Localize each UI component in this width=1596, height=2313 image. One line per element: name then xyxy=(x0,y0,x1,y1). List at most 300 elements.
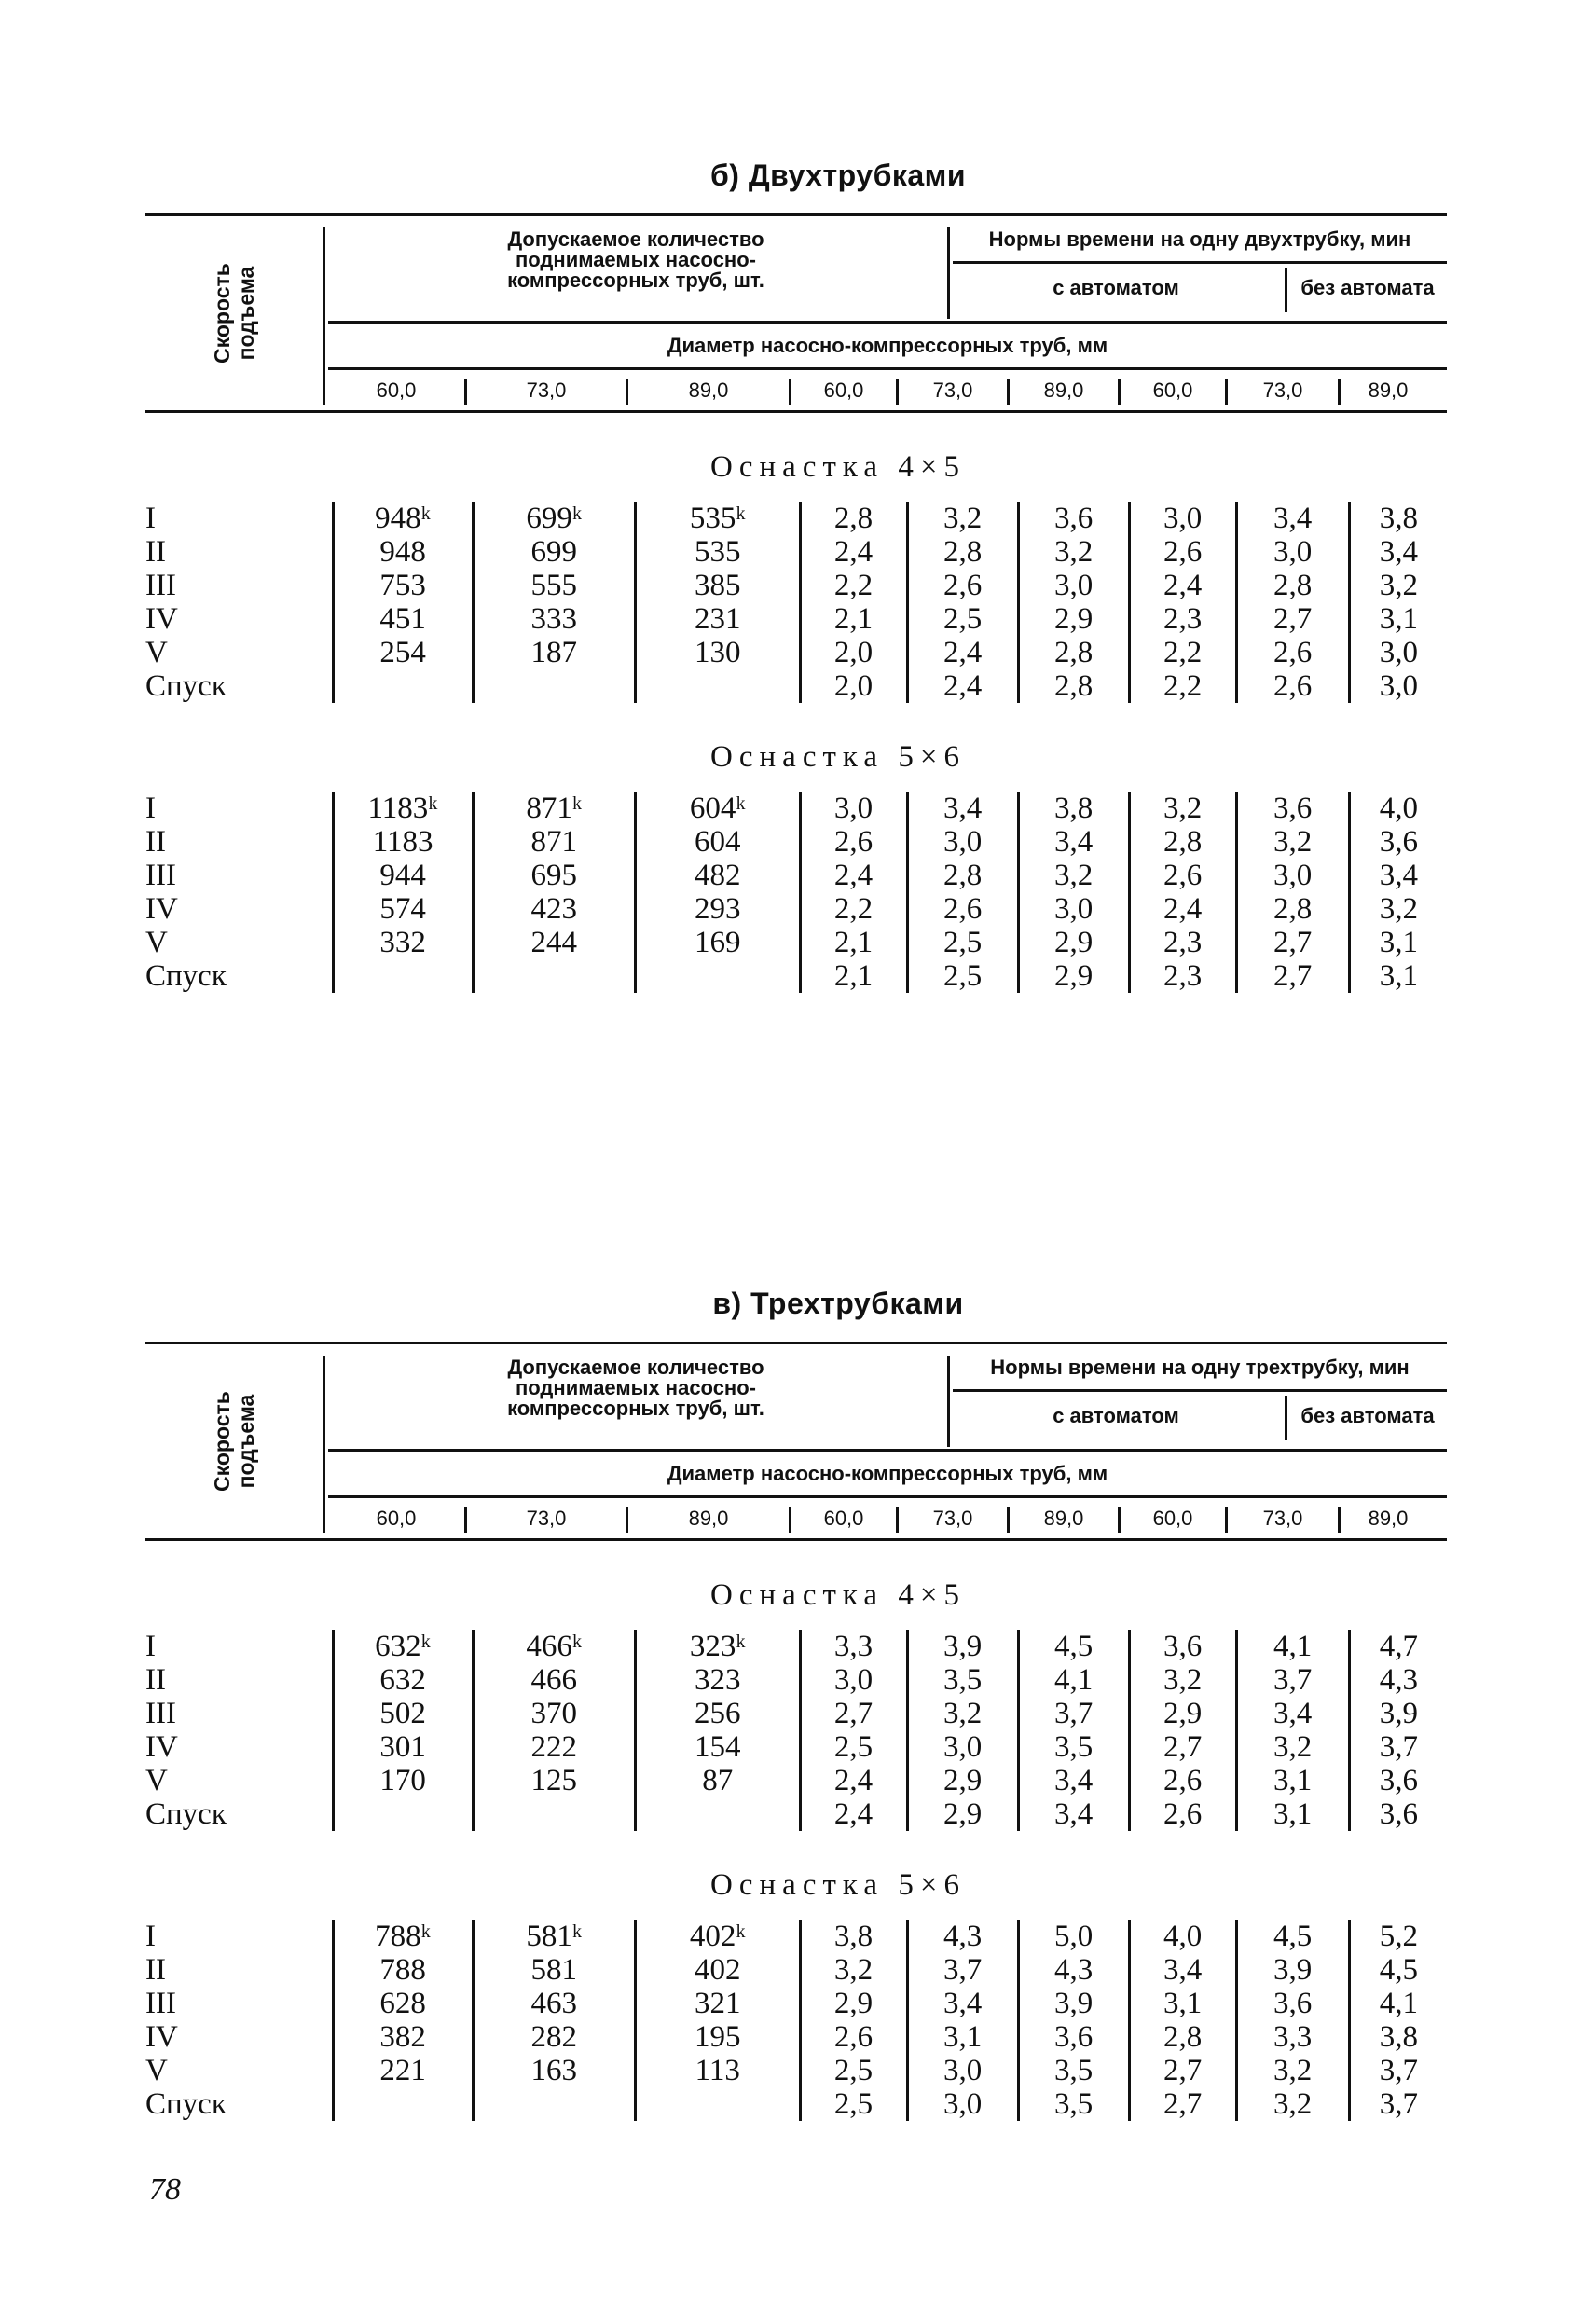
time-norm-cell: 3,0 xyxy=(800,1663,907,1697)
time-norm-cell: 2,8 xyxy=(1236,892,1349,926)
time-norm-cell: 2,5 xyxy=(800,2087,907,2121)
rigging-title: Оснастка 4×5 xyxy=(710,450,966,484)
time-norm-cell: 2,0 xyxy=(800,636,907,669)
time-norm-cell: 3,2 xyxy=(1129,792,1236,825)
allowed-count-cell xyxy=(473,1797,635,1831)
speed-label: III xyxy=(145,859,176,892)
allowed-count-cell: 581ᵏ xyxy=(473,1920,635,1953)
allowed-count-cell: 628 xyxy=(333,1987,473,2020)
allowed-count-cell: 466 xyxy=(473,1663,635,1697)
time-norm-cell: 3,0 xyxy=(1129,502,1236,535)
time-norm-cell: 4,3 xyxy=(1018,1953,1129,1987)
table-row xyxy=(145,636,1447,669)
allowed-count-cell: 402ᵏ xyxy=(636,1920,801,1953)
data-table xyxy=(145,1630,1447,1831)
allowed-count-header: Допускаемое количество поднимаемых насосно- компрессорных труб, шт. xyxy=(507,1356,764,1420)
time-norm-cell: 3,4 xyxy=(1236,1697,1349,1730)
diameter-cell: 89,0 xyxy=(626,379,789,405)
time-norm-cell: 2,4 xyxy=(1129,892,1236,926)
speed-label: II xyxy=(145,1953,166,1987)
allowed-count-cell: 604 xyxy=(636,825,801,859)
allowed-count-cell xyxy=(473,2087,635,2121)
time-norm-cell: 3,6 xyxy=(1018,502,1129,535)
diameter-cell: 73,0 xyxy=(464,1507,626,1533)
time-norm-cell: 2,8 xyxy=(800,502,907,535)
data-table xyxy=(145,792,1447,993)
diameter-cell: 60,0 xyxy=(376,379,417,402)
time-norm-cell: 4,1 xyxy=(1349,1987,1447,2020)
allowed-count-cell: 574 xyxy=(333,892,473,926)
time-norm-cell: 3,0 xyxy=(1018,569,1129,602)
time-norm-cell: 5,0 xyxy=(1018,1920,1129,1953)
time-norm-cell: 2,9 xyxy=(907,1764,1018,1797)
time-norm-cell: 2,3 xyxy=(1129,602,1236,636)
time-norm-cell: 2,7 xyxy=(1236,602,1349,636)
table-row xyxy=(145,892,1447,926)
table-row xyxy=(145,1920,1447,1953)
allowed-count-cell: 125 xyxy=(473,1764,635,1797)
diameter-cell: 89,0 xyxy=(626,1507,789,1533)
allowed-count-cell: 502 xyxy=(333,1697,473,1730)
allowed-count-cell: 113 xyxy=(636,2054,801,2087)
without-auto-header: без автомата xyxy=(1300,1404,1435,1427)
time-norm-cell: 3,2 xyxy=(907,1697,1018,1730)
data-table xyxy=(145,502,1447,703)
time-norm-cell: 3,1 xyxy=(1236,1797,1349,1831)
table-row xyxy=(145,1730,1447,1764)
time-norm-cell: 3,2 xyxy=(1236,2087,1349,2121)
time-norm-cell: 2,9 xyxy=(907,1797,1018,1831)
time-norm-cell: 2,4 xyxy=(800,535,907,569)
time-norm-cell: 2,4 xyxy=(800,1797,907,1831)
allowed-count-cell: 321 xyxy=(636,1987,801,2020)
speed-label: III xyxy=(145,569,176,602)
allowed-count-cell xyxy=(333,1797,473,1831)
time-norm-cell: 3,7 xyxy=(1236,1663,1349,1697)
time-norm-cell: 3,0 xyxy=(907,825,1018,859)
time-norm-cell: 3,1 xyxy=(1129,1987,1236,2020)
allowed-count-cell: 423 xyxy=(473,892,635,926)
allowed-count-cell: 753 xyxy=(333,569,473,602)
allowed-count-cell: 256 xyxy=(636,1697,801,1730)
allowed-count-cell: 948 xyxy=(333,535,473,569)
allowed-count-cell: 169 xyxy=(636,926,801,959)
speed-label: IV xyxy=(145,892,178,926)
time-norm-cell: 3,1 xyxy=(907,2020,1018,2054)
allowed-count-cell: 555 xyxy=(473,569,635,602)
allowed-count-cell: 581 xyxy=(473,1953,635,1987)
time-norm-cell: 2,2 xyxy=(800,569,907,602)
table-row xyxy=(145,1697,1447,1730)
speed-header: Скорость подъема xyxy=(210,1391,258,1492)
time-norm-cell: 3,5 xyxy=(1018,2054,1129,2087)
norms-header: Нормы времени на одну двухтрубку, мин xyxy=(988,227,1411,251)
table-row xyxy=(145,602,1447,636)
allowed-count-cell: 451 xyxy=(333,602,473,636)
time-norm-cell: 3,6 xyxy=(1349,825,1447,859)
time-norm-cell: 3,1 xyxy=(1349,926,1447,959)
speed-label: Спуск xyxy=(145,2087,227,2121)
time-norm-cell: 2,6 xyxy=(907,892,1018,926)
allowed-count-cell xyxy=(636,959,801,993)
allowed-count-cell: 1183ᵏ xyxy=(333,792,473,825)
allowed-count-cell: 154 xyxy=(636,1730,801,1764)
time-norm-cell: 4,5 xyxy=(1018,1630,1129,1663)
time-norm-cell: 3,1 xyxy=(1349,959,1447,993)
allowed-count-cell: 301 xyxy=(333,1730,473,1764)
time-norm-cell: 4,1 xyxy=(1018,1663,1129,1697)
allowed-count-cell: 463 xyxy=(473,1987,635,2020)
with-auto-header: с автоматом xyxy=(1053,1404,1179,1427)
rigging-title: Оснастка 5×6 xyxy=(710,1868,966,1902)
table-row xyxy=(145,1987,1447,2020)
speed-label: I xyxy=(145,1920,156,1953)
time-norm-cell: 3,7 xyxy=(1349,2087,1447,2121)
allowed-count-cell xyxy=(636,669,801,703)
page-number: 78 xyxy=(149,2172,181,2207)
speed-label: II xyxy=(145,535,166,569)
time-norm-cell: 4,7 xyxy=(1349,1630,1447,1663)
allowed-count-cell: 871ᵏ xyxy=(473,792,635,825)
time-norm-cell: 2,9 xyxy=(1129,1697,1236,1730)
time-norm-cell: 3,7 xyxy=(1018,1697,1129,1730)
table-row xyxy=(145,1663,1447,1697)
time-norm-cell: 2,1 xyxy=(800,926,907,959)
allowed-count-cell: 163 xyxy=(473,2054,635,2087)
time-norm-cell: 3,5 xyxy=(1018,1730,1129,1764)
diameter-cell: 73,0 xyxy=(1225,379,1338,405)
table-row xyxy=(145,825,1447,859)
speed-label: Спуск xyxy=(145,959,227,993)
time-norm-cell: 3,5 xyxy=(907,1663,1018,1697)
speed-label: IV xyxy=(145,2020,178,2054)
time-norm-cell: 2,1 xyxy=(800,959,907,993)
speed-label: V xyxy=(145,636,168,669)
speed-label: II xyxy=(145,1663,166,1697)
time-norm-cell: 5,2 xyxy=(1349,1920,1447,1953)
time-norm-cell: 4,5 xyxy=(1349,1953,1447,1987)
allowed-count-cell: 187 xyxy=(473,636,635,669)
table-row xyxy=(145,2020,1447,2054)
time-norm-cell: 2,7 xyxy=(800,1697,907,1730)
allowed-count-cell: 254 xyxy=(333,636,473,669)
speed-label: V xyxy=(145,926,168,959)
time-norm-cell: 2,7 xyxy=(1129,2054,1236,2087)
time-norm-cell: 4,0 xyxy=(1129,1920,1236,1953)
time-norm-cell: 3,8 xyxy=(1018,792,1129,825)
allowed-count-cell: 382 xyxy=(333,2020,473,2054)
time-norm-cell: 3,5 xyxy=(1018,2087,1129,2121)
table-row xyxy=(145,1764,1447,1797)
diameter-row xyxy=(328,379,1447,405)
time-norm-cell: 2,8 xyxy=(1018,669,1129,703)
time-norm-cell: 2,3 xyxy=(1129,959,1236,993)
allowed-count-cell: 948ᵏ xyxy=(333,502,473,535)
time-norm-cell: 2,5 xyxy=(907,959,1018,993)
time-norm-cell: 2,7 xyxy=(1129,2087,1236,2121)
time-norm-cell: 3,2 xyxy=(1018,535,1129,569)
allowed-count-cell: 244 xyxy=(473,926,635,959)
allowed-count-cell: 1183 xyxy=(333,825,473,859)
groups-container xyxy=(145,450,1447,993)
time-norm-cell: 2,8 xyxy=(1236,569,1349,602)
time-norm-cell: 2,1 xyxy=(800,602,907,636)
time-norm-cell: 2,7 xyxy=(1236,959,1349,993)
allowed-count-cell xyxy=(333,2087,473,2121)
diameter-cell: 73,0 xyxy=(1225,1507,1338,1533)
time-norm-cell: 2,7 xyxy=(1236,926,1349,959)
time-norm-cell: 2,0 xyxy=(800,669,907,703)
diameter-cell: 89,0 xyxy=(1338,379,1436,405)
table-header xyxy=(145,213,1447,413)
speed-header: Скорость подъема xyxy=(210,263,258,364)
time-norm-cell: 3,0 xyxy=(907,2087,1018,2121)
allowed-count-cell: 535 xyxy=(636,535,801,569)
time-norm-cell: 3,4 xyxy=(907,1987,1018,2020)
time-norm-cell: 3,3 xyxy=(800,1630,907,1663)
time-norm-cell: 2,5 xyxy=(800,1730,907,1764)
time-norm-cell: 3,8 xyxy=(800,1920,907,1953)
diameter-cell: 89,0 xyxy=(1338,1507,1436,1533)
diameter-cell: 60,0 xyxy=(789,1507,896,1533)
time-norm-cell: 2,8 xyxy=(907,535,1018,569)
allowed-count-cell: 130 xyxy=(636,636,801,669)
allowed-count-cell: 466ᵏ xyxy=(473,1630,635,1663)
time-norm-cell: 3,8 xyxy=(1349,502,1447,535)
time-norm-cell: 3,1 xyxy=(1236,1764,1349,1797)
time-norm-cell: 2,5 xyxy=(907,926,1018,959)
time-norm-cell: 3,9 xyxy=(1018,1987,1129,2020)
time-norm-cell: 2,4 xyxy=(907,636,1018,669)
speed-label: II xyxy=(145,825,166,859)
time-norm-cell: 4,3 xyxy=(907,1920,1018,1953)
time-norm-cell: 2,6 xyxy=(1129,1764,1236,1797)
time-norm-cell: 2,6 xyxy=(907,569,1018,602)
section-two-pipe xyxy=(145,158,1447,993)
allowed-count-cell: 632ᵏ xyxy=(333,1630,473,1663)
time-norm-cell: 3,9 xyxy=(1349,1697,1447,1730)
allowed-count-cell: 699ᵏ xyxy=(473,502,635,535)
time-norm-cell: 3,9 xyxy=(907,1630,1018,1663)
allowed-count-cell: 195 xyxy=(636,2020,801,2054)
allowed-count-cell xyxy=(473,669,635,703)
allowed-count-cell: 695 xyxy=(473,859,635,892)
time-norm-cell: 3,9 xyxy=(1236,1953,1349,1987)
time-norm-cell: 3,4 xyxy=(1018,825,1129,859)
speed-label: Спуск xyxy=(145,669,227,703)
time-norm-cell: 3,0 xyxy=(1349,669,1447,703)
allowed-count-cell: 871 xyxy=(473,825,635,859)
time-norm-cell: 2,8 xyxy=(1129,2020,1236,2054)
speed-label: IV xyxy=(145,602,178,636)
allowed-count-cell: 788ᵏ xyxy=(333,1920,473,1953)
allowed-count-cell: 333 xyxy=(473,602,635,636)
table-row xyxy=(145,859,1447,892)
time-norm-cell: 2,6 xyxy=(1129,859,1236,892)
time-norm-cell: 3,0 xyxy=(907,2054,1018,2087)
time-norm-cell: 3,2 xyxy=(907,502,1018,535)
time-norm-cell: 3,2 xyxy=(800,1953,907,1987)
time-norm-cell: 3,6 xyxy=(1236,1987,1349,2020)
allowed-count-cell: 282 xyxy=(473,2020,635,2054)
time-norm-cell: 3,3 xyxy=(1236,2020,1349,2054)
time-norm-cell: 3,6 xyxy=(1236,792,1349,825)
allowed-count-cell: 370 xyxy=(473,1697,635,1730)
allowed-count-cell: 323 xyxy=(636,1663,801,1697)
speed-label: V xyxy=(145,1764,168,1797)
section-three-pipe xyxy=(145,1287,1447,2121)
section-title: б) Двухтрубками xyxy=(710,158,966,192)
time-norm-cell: 2,5 xyxy=(800,2054,907,2087)
time-norm-cell: 3,2 xyxy=(1018,859,1129,892)
time-norm-cell: 2,6 xyxy=(800,2020,907,2054)
time-norm-cell: 3,4 xyxy=(907,792,1018,825)
time-norm-cell: 2,4 xyxy=(907,669,1018,703)
diameter-header: Диаметр насосно-компрессорных труб, мм xyxy=(667,1462,1108,1485)
table-row xyxy=(145,1953,1447,1987)
time-norm-cell: 3,7 xyxy=(1349,2054,1447,2087)
table-row xyxy=(145,569,1447,602)
time-norm-cell: 2,6 xyxy=(1129,1797,1236,1831)
time-norm-cell: 2,9 xyxy=(1018,959,1129,993)
time-norm-cell: 4,3 xyxy=(1349,1663,1447,1697)
time-norm-cell: 2,4 xyxy=(800,1764,907,1797)
groups-container xyxy=(145,1578,1447,2121)
diameter-cell: 73,0 xyxy=(896,1507,1007,1533)
table-row xyxy=(145,1797,1447,1831)
speed-label: I xyxy=(145,1630,156,1663)
allowed-count-cell xyxy=(333,959,473,993)
time-norm-cell: 3,4 xyxy=(1349,859,1447,892)
time-norm-cell: 3,6 xyxy=(1349,1797,1447,1831)
time-norm-cell: 2,8 xyxy=(1018,636,1129,669)
time-norm-cell: 3,6 xyxy=(1129,1630,1236,1663)
time-norm-cell: 3,4 xyxy=(1018,1797,1129,1831)
allowed-count-cell xyxy=(636,2087,801,2121)
time-norm-cell: 3,4 xyxy=(1018,1764,1129,1797)
diameter-row xyxy=(328,1507,1447,1533)
table-row xyxy=(145,1630,1447,1663)
time-norm-cell: 2,4 xyxy=(800,859,907,892)
time-norm-cell: 2,7 xyxy=(1129,1730,1236,1764)
time-norm-cell: 2,3 xyxy=(1129,926,1236,959)
diameter-cell: 73,0 xyxy=(464,379,626,405)
allowed-count-cell: 699 xyxy=(473,535,635,569)
diameter-cell: 89,0 xyxy=(1007,1507,1118,1533)
time-norm-cell: 3,7 xyxy=(907,1953,1018,1987)
time-norm-cell: 3,2 xyxy=(1349,892,1447,926)
time-norm-cell: 3,4 xyxy=(1129,1953,1236,1987)
time-norm-cell: 2,6 xyxy=(1236,669,1349,703)
speed-label: III xyxy=(145,1697,176,1730)
table-row xyxy=(145,959,1447,993)
allowed-count-cell: 788 xyxy=(333,1953,473,1987)
allowed-count-cell: 482 xyxy=(636,859,801,892)
without-auto-header: без автомата xyxy=(1300,276,1435,299)
allowed-count-cell: 221 xyxy=(333,2054,473,2087)
speed-label: IV xyxy=(145,1730,178,1764)
speed-label: V xyxy=(145,2054,168,2087)
allowed-count-cell: 222 xyxy=(473,1730,635,1764)
norms-header: Нормы времени на одну трехтрубку, мин xyxy=(990,1356,1410,1379)
allowed-count-cell: 535ᵏ xyxy=(636,502,801,535)
allowed-count-cell: 87 xyxy=(636,1764,801,1797)
diameter-header: Диаметр насосно-компрессорных труб, мм xyxy=(667,334,1108,357)
time-norm-cell: 3,2 xyxy=(1236,825,1349,859)
diameter-cell: 73,0 xyxy=(896,379,1007,405)
time-norm-cell: 2,9 xyxy=(1018,602,1129,636)
time-norm-cell: 3,2 xyxy=(1236,1730,1349,1764)
time-norm-cell: 4,1 xyxy=(1236,1630,1349,1663)
allowed-count-cell xyxy=(636,1797,801,1831)
time-norm-cell: 3,2 xyxy=(1349,569,1447,602)
table-row xyxy=(145,535,1447,569)
time-norm-cell: 2,6 xyxy=(1236,636,1349,669)
allowed-count-cell: 385 xyxy=(636,569,801,602)
time-norm-cell: 3,4 xyxy=(1236,502,1349,535)
time-norm-cell: 2,4 xyxy=(1129,569,1236,602)
data-table xyxy=(145,1920,1447,2121)
section-title: в) Трехтрубками xyxy=(712,1287,964,1320)
time-norm-cell: 4,5 xyxy=(1236,1920,1349,1953)
time-norm-cell: 2,8 xyxy=(1129,825,1236,859)
time-norm-cell: 3,0 xyxy=(800,792,907,825)
table-row xyxy=(145,926,1447,959)
time-norm-cell: 2,9 xyxy=(1018,926,1129,959)
time-norm-cell: 3,2 xyxy=(1236,2054,1349,2087)
time-norm-cell: 3,8 xyxy=(1349,2020,1447,2054)
time-norm-cell: 2,8 xyxy=(907,859,1018,892)
allowed-count-cell: 604ᵏ xyxy=(636,792,801,825)
time-norm-cell: 3,0 xyxy=(1349,636,1447,669)
allowed-count-cell xyxy=(473,959,635,993)
speed-label: III xyxy=(145,1987,176,2020)
allowed-count-cell: 944 xyxy=(333,859,473,892)
time-norm-cell: 3,1 xyxy=(1349,602,1447,636)
time-norm-cell: 3,6 xyxy=(1349,1764,1447,1797)
time-norm-cell: 3,7 xyxy=(1349,1730,1447,1764)
diameter-cell: 89,0 xyxy=(1007,379,1118,405)
time-norm-cell: 2,6 xyxy=(800,825,907,859)
speed-label: Спуск xyxy=(145,1797,227,1831)
table-row xyxy=(145,2087,1447,2121)
time-norm-cell: 2,5 xyxy=(907,602,1018,636)
rigging-title: Оснастка 4×5 xyxy=(710,1578,966,1612)
time-norm-cell: 3,0 xyxy=(907,1730,1018,1764)
allowed-count-cell xyxy=(333,669,473,703)
time-norm-cell: 3,6 xyxy=(1018,2020,1129,2054)
time-norm-cell: 3,0 xyxy=(1018,892,1129,926)
time-norm-cell: 2,6 xyxy=(1129,535,1236,569)
time-norm-cell: 3,0 xyxy=(1236,859,1349,892)
diameter-cell: 60,0 xyxy=(376,1507,417,1530)
table-row xyxy=(145,792,1447,825)
time-norm-cell: 3,0 xyxy=(1236,535,1349,569)
table-row xyxy=(145,669,1447,703)
table-row xyxy=(145,502,1447,535)
allowed-count-cell: 332 xyxy=(333,926,473,959)
allowed-count-cell: 632 xyxy=(333,1663,473,1697)
with-auto-header: с автоматом xyxy=(1053,276,1179,299)
time-norm-cell: 4,0 xyxy=(1349,792,1447,825)
time-norm-cell: 2,2 xyxy=(1129,636,1236,669)
diameter-cell: 60,0 xyxy=(1118,1507,1225,1533)
allowed-count-cell: 293 xyxy=(636,892,801,926)
allowed-count-header: Допускаемое количество поднимаемых насосно- компрессорных труб, шт. xyxy=(507,227,764,292)
diameter-cell: 60,0 xyxy=(789,379,896,405)
time-norm-cell: 2,2 xyxy=(800,892,907,926)
time-norm-cell: 3,2 xyxy=(1129,1663,1236,1697)
